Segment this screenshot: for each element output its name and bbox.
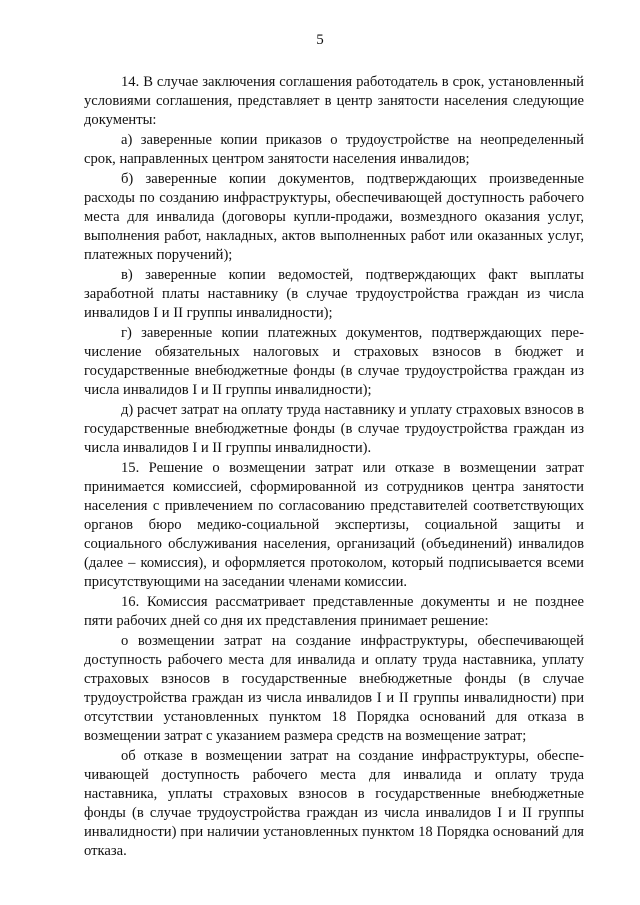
paragraph-subitem-b: б) заверенные копии документов, подтверждающих произведенные расходы по созданию инфраструктуры, обеспечивающей доступность рабочего места для инвалида (договоры купли-продажи, возмездного оказания услуг, выполнения работ, накладных, актов выполненных работ или оказанных услуг, платежных поручений); bbox=[84, 171, 584, 263]
paragraph-subitem-v: в) заверенные копии ведомостей, подтверждающих факт выплаты заработной платы наставнику (в случае трудоустройства граждан из числа инвалидов I и II группы инвалидности); bbox=[84, 267, 584, 321]
paragraph-item-16: 16. Комиссия рассматривает представленные документы и не позднее пяти рабочих дней со дня их представления принимает решение: bbox=[84, 594, 584, 629]
paragraph-subitem-d: д) расчет затрат на оплату труда наставнику и уплату страховых взносов в государственные внебюджетные фонды (в случае трудоустройства граждан из числа инвалидов I и II группы инвалидности). bbox=[84, 402, 584, 456]
paragraph-subitem-g: г) заверенные копии платежных документов, подтверждающих перечисление обязательных налоговых и страховых взносов в бюджет и государственные внебюджетные фонды (в случае трудоустройства граждан из числа инвалидов I и II группы инвалидности); bbox=[84, 325, 584, 398]
document-body bbox=[84, 73, 584, 862]
paragraph-decision-refuse: об отказе в возмещении затрат на создание инфраструктуры, обеспечивающей доступность рабочего места для инвалида и оплату труда наставника, уплаты страховых взносов в государственные внебюджетные фонды (в случае трудоустройства граждан из числа инвалидов I и II группы инвалидности) при наличии установленных пунктом 18 Порядка оснований для отказа. bbox=[84, 748, 584, 859]
page-number: 5 bbox=[316, 32, 324, 48]
paragraph-item-15: 15. Решение о возмещении затрат или отказе в возмещении затрат принимается комиссией, сформированной из сотрудников центра занятости населения с привлечением по согласованию представителей соответствующих органов бюро медико-социальной экспертизы, социальной защиты и социального обслуживания населения, организаций (объединений) инвалидов (далее – комиссия), и оформляется протоколом, который подписывается всеми присутствующими на заседании членами комиссии. bbox=[84, 460, 584, 590]
paragraph-decision-approve: о возмещении затрат на создание инфраструктуры, обеспечивающей доступность рабочего места для инвалида и оплату труда наставника, уплату страховых взносов в государственные внебюджетные фонды (в случае трудоустройства граждан из числа инвалидов I и II группы инвалидности) при отсутствии установленных пунктом 18 Порядка оснований для отказа в возмещении затрат с указанием размера средств на возмещение затрат; bbox=[84, 633, 584, 744]
paragraph-subitem-a: а) заверенные копии приказов о трудоустройстве на неопределенный срок, направленных центром занятости населения инвалидов; bbox=[84, 132, 584, 167]
paragraph-item-14: 14. В случае заключения соглашения работодатель в срок, установленный условиями соглашения, представляет в центр занятости населения следующие документы: bbox=[84, 74, 584, 128]
